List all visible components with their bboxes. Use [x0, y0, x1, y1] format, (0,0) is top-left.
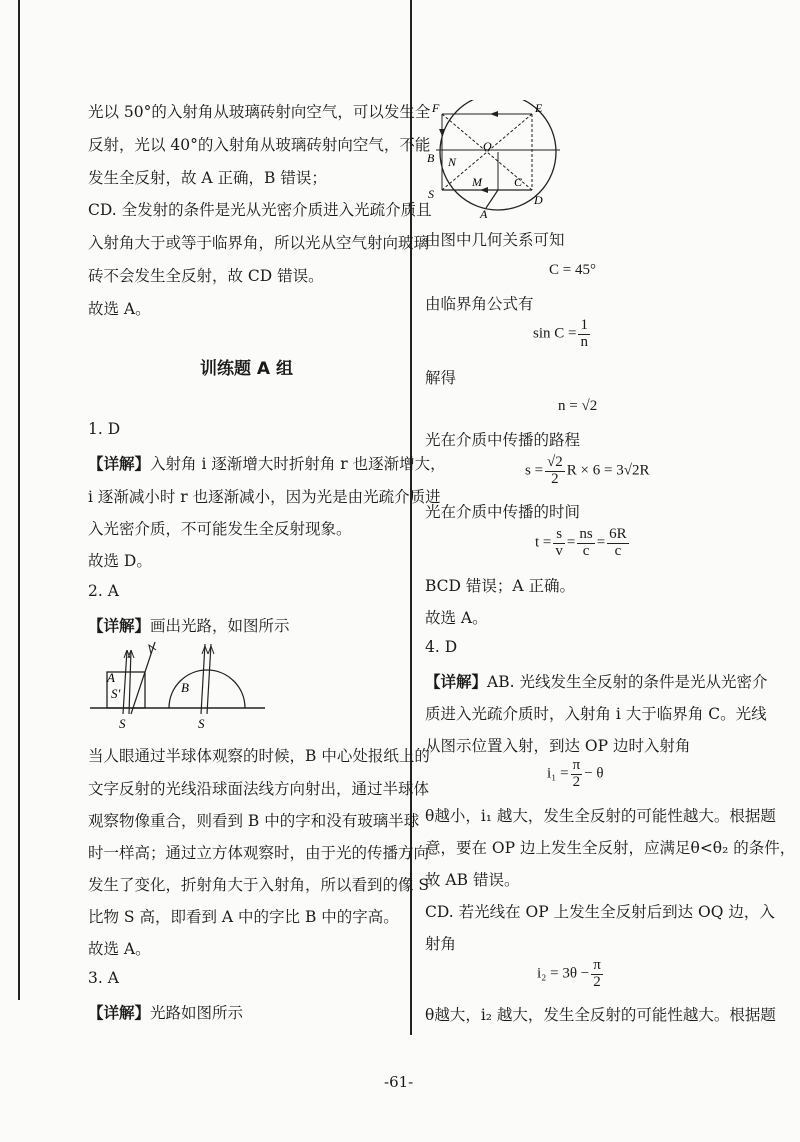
figure-label: C [514, 175, 523, 189]
text-line: 画出光路，如图所示 [150, 617, 290, 635]
figure-label: O [483, 139, 492, 153]
explain-line [425, 670, 767, 692]
text-line: 比物 S 高，即看到 A 中的字比 B 中的字高。 [88, 908, 399, 926]
text-line: 观察物像重合，则看到 B 中的字和没有玻璃半球 [88, 812, 420, 830]
text-line: 意，要在 OP 边上发生全反射，应满足θ<θ₂ 的条件， [425, 839, 796, 857]
figure-label: B [427, 151, 435, 165]
eq-part: − θ [584, 765, 604, 782]
q3-diagram [420, 100, 565, 222]
detail-tag: 【详解】 [88, 1004, 151, 1022]
text-line: 射角 [425, 935, 457, 953]
fraction [553, 527, 565, 560]
text-line: 光在介质中传播的时间 [425, 503, 581, 521]
text-line: 光在介质中传播的路程 [425, 431, 581, 449]
fraction [607, 527, 629, 560]
text-line: 时一样高；通过立方体观察时，由于光的传播方向 [88, 844, 430, 862]
eq-part: i₂ = 3θ − [537, 965, 590, 982]
figure-label: A [480, 207, 488, 221]
equation-i2 [537, 958, 605, 991]
figure-label: D [534, 193, 543, 207]
equation-n [558, 398, 597, 415]
figure-label: S [119, 716, 126, 731]
numerator: ns [579, 526, 593, 542]
eq-part: R × 6 = 3√2R [566, 462, 650, 479]
denominator: 2 [593, 973, 601, 990]
numerator: √2 [547, 454, 563, 470]
figure-label: B [181, 680, 189, 695]
text-line: 反射，光以 40°的入射角从玻璃砖射向空气，不能 [88, 136, 431, 154]
explain-line [88, 1001, 243, 1023]
numerator: 6R [609, 526, 627, 542]
detail-tag: 【详解】 [425, 673, 488, 691]
answer-label: 4. D [425, 638, 458, 656]
text-line: 从图示位置入射，到达 OP 边时入射角 [425, 737, 691, 755]
text-line: 故选 A。 [88, 300, 151, 318]
text-line: 由临界角公式有 [425, 295, 534, 313]
text-line: BCD 错误；A 正确。 [425, 577, 576, 595]
figure-label: S [428, 187, 434, 201]
text-line: 发生了变化，折射角大于入射角，所以看到的像 S′ [88, 876, 433, 894]
equation-c: C = 45° [549, 262, 596, 278]
text-line: 入射角大于或等于临界角，所以光从空气射向玻璃 [88, 234, 430, 252]
q2-diagram [85, 636, 275, 736]
numerator: 1 [580, 317, 588, 333]
eq-part: s = [525, 462, 544, 479]
text-line: 砖不会发生全反射，故 CD 错误。 [88, 267, 324, 285]
explain-line [88, 614, 290, 636]
fraction [571, 758, 583, 791]
figure-label: M [472, 175, 482, 189]
choice-line: 故选 D。 [88, 552, 152, 570]
text-line: 入光密介质，不可能发生全反射现象。 [88, 520, 352, 538]
denominator: c [614, 542, 622, 559]
text-line: θ越小，i₁ 越大，发生全反射的可能性越大。根据题 [425, 807, 776, 825]
detail-tag: 【详解】 [88, 617, 151, 635]
eq-part: i₁ = [547, 765, 569, 782]
denominator: 2 [572, 773, 581, 790]
answer-label: 3. A [88, 969, 119, 987]
text-line: 入射角 i 逐渐增大时折射角 r 也逐渐增大， [150, 455, 446, 473]
equation-i1 [547, 758, 604, 791]
page-number: -61- [384, 1073, 414, 1091]
fraction [578, 318, 590, 351]
eq-part: n = [558, 398, 578, 414]
text-line: 光以 50°的入射角从玻璃砖射向空气，可以发生全 [88, 103, 431, 121]
fraction [591, 958, 603, 991]
eq-part: sin C = [533, 325, 577, 342]
text-line: CD. 若光线在 OP 上发生全反射后到达 OQ 边，入 [425, 903, 775, 921]
text-line: 发生全反射，故 A 正确，B 错误； [88, 169, 327, 187]
figure-label: A [107, 670, 115, 685]
denominator: n [580, 333, 588, 350]
figure-label: S′ [111, 686, 121, 701]
eq-part: √2 [581, 398, 598, 414]
text-line: i 逐渐减小时 r 也逐渐减小，因为光是由光疏介质进 [88, 488, 441, 506]
fraction [545, 455, 565, 488]
text-line: 光路如图所示 [150, 1004, 244, 1022]
numerator: π [593, 957, 601, 973]
text-line: 质进入光疏介质时，入射角 i 大于临界角 C。光线 [425, 705, 767, 723]
fraction [577, 527, 594, 560]
denominator: v [555, 542, 563, 559]
equation-t: t = $\frac{s}{v}$ = $\frac{ns}{c}$ = $\frac{6R}{c}$ [535, 526, 627, 559]
text-line: 由图中几何关系可知 [425, 231, 565, 249]
figure-label: F [432, 101, 440, 115]
text-line: 解得 [425, 369, 457, 387]
equation-s [525, 455, 649, 488]
denominator: c [582, 542, 590, 559]
detail-tag: 【详解】 [88, 455, 151, 473]
text-line: CD. 全发射的条件是光从光密介质进入光疏介质且 [88, 201, 432, 219]
section-title: 训练题 A 组 [200, 359, 293, 379]
text-line: 故 AB 错误。 [425, 871, 520, 889]
text-line: θ越大，i₂ 越大，发生全反射的可能性越大。根据题 [425, 1006, 776, 1024]
choice-line: 故选 A。 [88, 940, 151, 958]
binding-line [18, 0, 20, 1000]
answer-label: 1. D [88, 420, 121, 438]
denominator: 2 [551, 470, 559, 487]
text-line: AB. 光线发生全反射的条件是光从光密介 [487, 673, 768, 691]
answer-label: 2. A [88, 582, 119, 600]
eq-part: t = [535, 534, 552, 551]
numerator: π [572, 757, 581, 773]
figure-label: S [198, 716, 205, 731]
choice-line: 故选 A。 [425, 609, 488, 627]
figure-label: N [448, 155, 457, 169]
text-line: 文字反射的光线沿球面法线方向射出，通过半球体 [88, 780, 430, 798]
explain-line [88, 452, 446, 474]
figure-label: E [535, 101, 543, 115]
equation-sin [533, 318, 592, 351]
text-line: 当人眼通过半球体观察的时候，B 中心处报纸上的 [88, 747, 430, 765]
numerator: s [553, 527, 565, 544]
